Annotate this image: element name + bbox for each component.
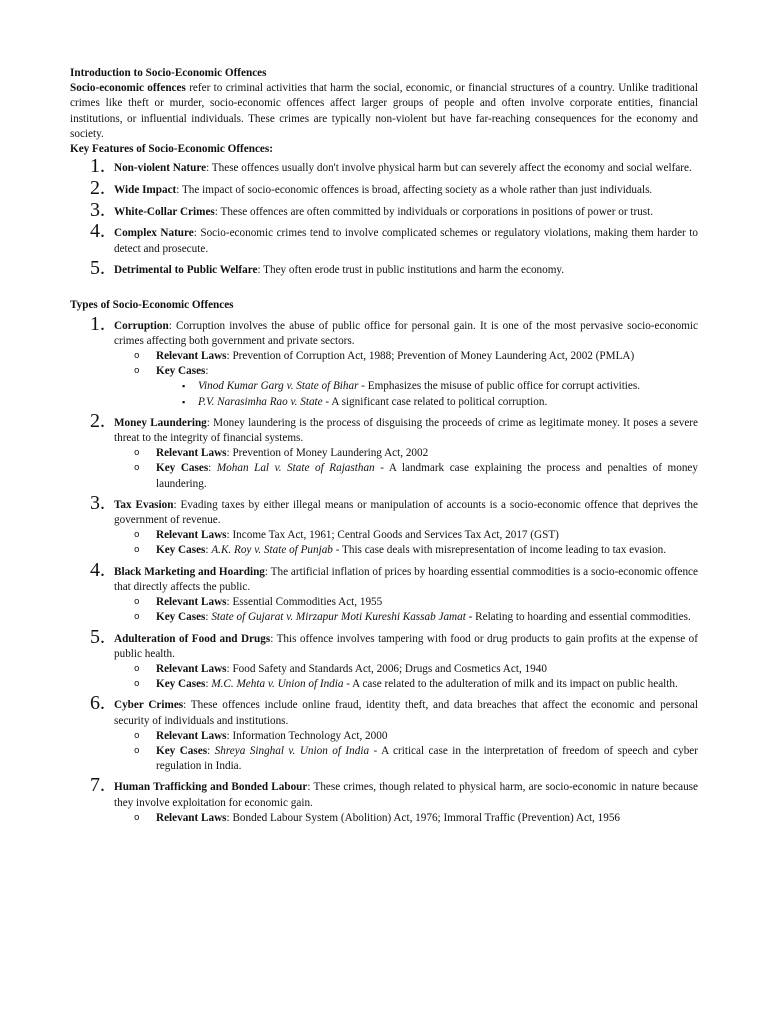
feature-item [70,198,698,221]
relevant-laws [114,446,698,461]
laws-label: Relevant Laws [156,350,227,363]
type-term: Black Marketing and Hoarding [114,565,265,578]
intro-lead-term: Socio-economic offences [70,82,186,95]
cases-label: Key Cases [156,365,206,378]
feature-item [70,220,698,256]
cases-label: Key Cases [156,544,206,557]
feature-text: : These offences usually don't involve physical harm but can severely affect the economy and social welfare. [206,162,692,175]
circle-bullet-icon: o [134,812,140,823]
laws-text: : Bonded Labour System (Abolition) Act, 1976; Immoral Traffic (Prevention) Act, 1956 [226,811,621,824]
type-item-tax-evasion [70,491,698,559]
circle-bullet-icon: o [134,663,140,674]
cases-label: Key Cases [156,611,206,624]
type-term: Human Trafficking and Bonded Labour [114,781,308,794]
circle-bullet-icon: o [134,366,140,377]
types-heading: Types of Socio-Economic Offences [70,299,234,312]
key-cases: o Key Cases: M.C. Mehta v. Union of India - A case related to the adulteration of milk and its impact on public health. [114,677,698,692]
type-text: : These crimes, though related to physical harm, are socio-economic in nature because they involve exploitation for economic gain. [114,781,698,809]
case-desc: - A case related to the adulteration of milk and its impact on public health. [343,678,678,691]
features-list [70,155,698,280]
case-name: P.V. Narasimha Rao v. State [198,395,323,408]
document-page [70,66,698,832]
relevant-laws [114,662,698,677]
relevant-laws [114,729,698,744]
square-bullet-icon: ▪ [182,381,186,392]
case-name: A.K. Roy v. State of Punjab [211,544,333,557]
cases-label: Key Cases [156,744,208,757]
type-term: Cyber Crimes [114,699,184,712]
intro-lead-text: refer to criminal activities that harm the social, economic, or financial structures of a country. Unlike traditional crimes like theft or murder, socio-economic offences affect larger groups of people and often involve corporate entities, financial institutions, or influential individuals. These crimes are typically non-violent but have far-reaching consequences for the economy and society. [70,82,698,140]
laws-text: : Food Safety and Standards Act, 2006; Drugs and Cosmetics Act, 1940 [226,662,547,675]
type-text: : Evading taxes by either illegal means or manipulation of accounts is a socio-economic offence that deprives the government of revenue. [114,498,698,527]
type-number: 7. [90,774,105,797]
key-cases [114,364,698,410]
type-details [114,595,698,625]
case-desc: - A critical case in the interpretation of freedom of speech and cyber regulation in India. [156,744,698,773]
type-details [114,811,698,826]
feature-text: : Socio-economic crimes tend to involve complicated schemes or regulatory violations, making them harder to detect and prosecute. [114,227,698,255]
circle-bullet-icon: o [134,351,140,362]
type-number: 3. [90,491,105,514]
type-details [114,349,698,410]
laws-label: Relevant Laws [156,729,227,742]
feature-term: Complex Nature [114,227,194,240]
type-number: 1. [90,312,105,335]
case-name: Mohan Lal v. State of Rajasthan [216,462,375,475]
feature-text: : These offences are often committed by individuals or corporations in positions of power or trust. [214,205,654,218]
feature-term: Non-violent Nature [114,162,207,175]
cases-label: Key Cases [156,678,206,691]
type-term: Money Laundering [114,416,207,429]
case-name: State of Gujarat v. Mirzapur Moti Kureshi Kassab Jamat [211,611,466,624]
case-desc: - This case deals with misrepresentation of income leading to tax evasion. [332,544,667,557]
cases-label: Key Cases [156,462,209,475]
case-desc: - Relating to hoarding and essential commodities. [465,611,691,624]
type-term: Adulteration of Food and Drugs [114,632,271,645]
circle-bullet-icon: o [134,730,140,741]
type-item-human-trafficking [70,774,698,826]
features-heading: Key Features of Socio-Economic Offences: [70,143,273,156]
case-item [156,379,698,394]
type-number: 2. [90,409,105,432]
relevant-laws [114,811,698,826]
circle-bullet-icon: o [134,597,140,608]
circle-bullet-icon: o [134,679,140,690]
key-cases: o Key Cases: Mohan Lal v. State of Rajasthan - A landmark case explaining the process and penalties of money laundering. [134,462,698,490]
laws-text: : Income Tax Act, 1961; Central Goods and Services Tax Act, 2017 (GST) [226,529,559,542]
type-details [114,729,698,775]
feature-item [70,176,698,199]
feature-item [70,257,698,280]
feature-number: 1. [90,155,105,178]
feature-item [70,155,698,178]
key-cases: o Key Cases: State of Gujarat v. Mirzapur Moti Kureshi Kassab Jamat - Relating to hoarding and essential commodities. [114,610,698,625]
case-desc: - Emphasizes the misuse of public office for corrupt activities. [358,380,641,393]
feature-number: 4. [90,220,105,243]
laws-label: Relevant Laws [156,811,227,824]
type-number: 4. [90,558,105,581]
intro-title: Introduction to Socio-Economic Offences [70,67,267,79]
circle-bullet-icon: o [134,448,140,459]
circle-bullet-icon: o [134,463,140,474]
type-number: 5. [90,625,105,648]
laws-text: : Essential Commodities Act, 1955 [226,596,383,609]
circle-bullet-icon: o [134,530,140,541]
case-list [156,379,698,409]
type-details [114,528,698,558]
feature-number: 5. [90,257,105,280]
intro-paragraph [70,81,698,142]
relevant-laws [114,528,698,543]
laws-label: Relevant Laws [156,596,227,609]
key-cases: o Key Cases: A.K. Roy v. State of Punjab - This case deals with misrepresentation of income leading to tax evasion. [114,543,698,558]
type-text: : The artificial inflation of prices by hoarding essential commodities is a socio-economic offence that directly affects the public. [114,565,698,593]
feature-term: Wide Impact [114,183,177,196]
feature-number: 2. [90,176,105,199]
case-item [156,395,698,410]
type-text: : These offences include online fraud, identity theft, and data breaches that affect the economic and personal security of individuals and institutions. [114,699,699,727]
square-bullet-icon: ▪ [182,396,186,407]
type-term: Corruption [114,319,169,332]
type-item-adulteration [70,625,698,693]
case-name: Vinod Kumar Garg v. State of Bihar [198,380,359,393]
type-details [114,446,698,492]
type-term: Tax Evasion [114,498,174,511]
laws-label: Relevant Laws [156,447,227,460]
circle-bullet-icon: o [134,545,140,556]
laws-text: : Information Technology Act, 2000 [226,729,388,742]
type-item-black-marketing [70,558,698,626]
type-text: : Corruption involves the abuse of public office for personal gain. It is one of the most pervasive socio-economic crimes affecting both government and private sectors. [114,319,698,347]
key-cases: o Key Cases: Shreya Singhal v. Union of India - A critical case in the interpretation of freedom of speech and cyber regulation in India. [134,744,698,773]
feature-term: Detrimental to Public Welfare [114,264,258,277]
case-name: Shreya Singhal v. Union of India [214,744,370,757]
type-text: : This offence involves tampering with food or drug products to gain profits at the expense of public health. [114,632,698,660]
case-desc: - A significant case related to political corruption. [322,395,548,408]
relevant-laws [114,349,698,364]
type-text: : Money laundering is the process of disguising the proceeds of crime as legitimate money. It poses a severe threat to the integrity of financial systems. [114,416,698,445]
feature-text: : The impact of socio-economic offences is broad, affecting society as a whole rather than just individuals. [176,183,653,196]
type-item-corruption [70,312,698,410]
types-list [70,312,699,826]
relevant-laws [114,595,698,610]
case-name: M.C. Mehta v. Union of India [211,678,344,691]
cases-intro: : [205,365,209,378]
laws-label: Relevant Laws [156,662,227,675]
laws-label: Relevant Laws [156,529,227,542]
feature-text: : They often erode trust in public institutions and harm the economy. [257,264,565,277]
laws-text: : Prevention of Money Laundering Act, 2002 [226,447,429,460]
type-details [114,662,698,692]
type-item-cyber-crimes [70,692,699,774]
feature-number: 3. [90,198,105,221]
laws-text: : Prevention of Corruption Act, 1988; Prevention of Money Laundering Act, 2002 (PMLA) [226,350,635,363]
feature-term: White-Collar Crimes [114,205,215,218]
type-number: 6. [90,692,105,715]
case-desc: - A landmark case explaining the process and penalties of money laundering. [156,462,698,490]
circle-bullet-icon: o [134,612,140,623]
circle-bullet-icon: o [134,745,140,756]
type-item-money-laundering [70,409,698,492]
